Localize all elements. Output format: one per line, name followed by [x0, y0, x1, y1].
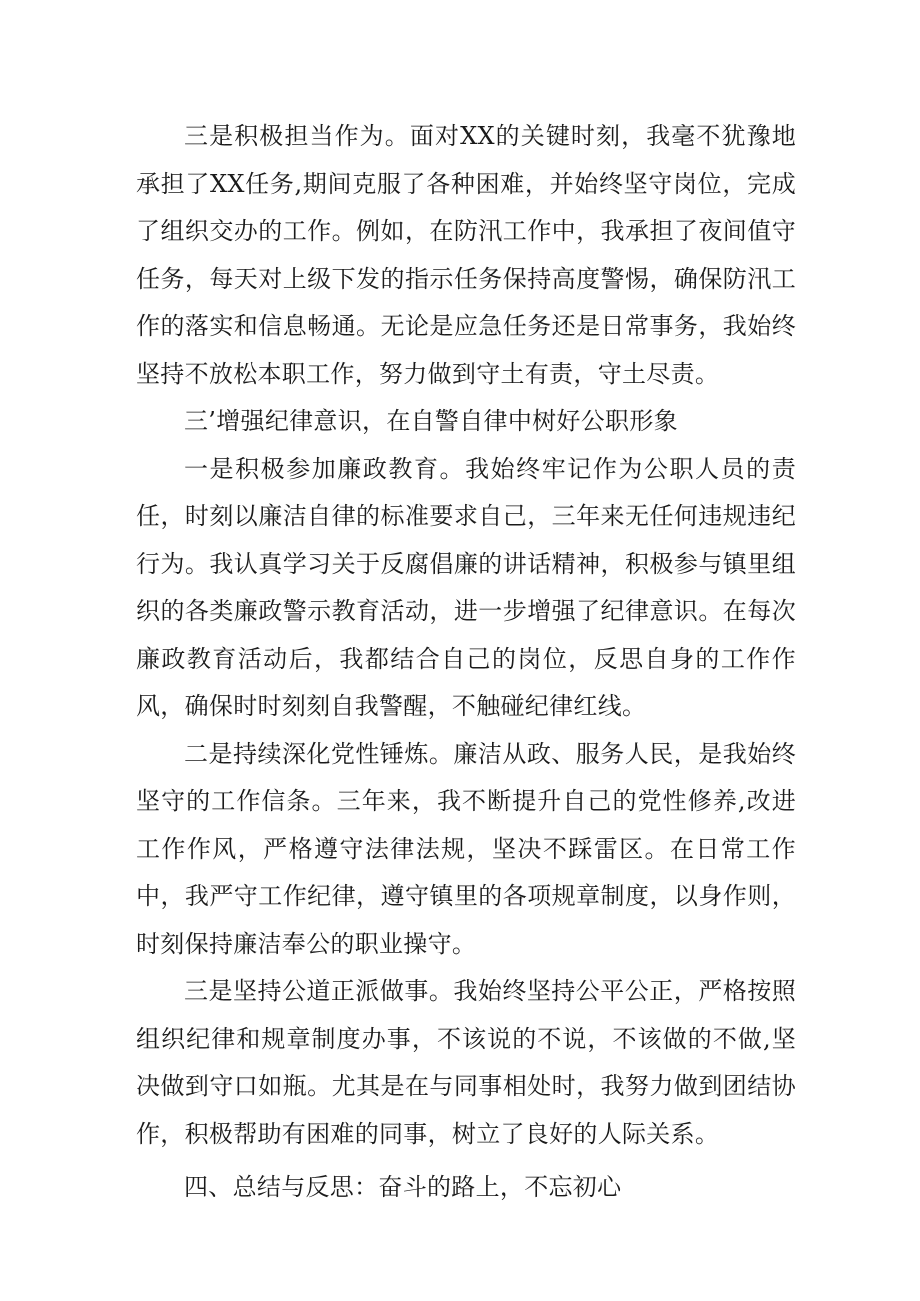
- document-body: [136, 113, 796, 1212]
- section-heading-summary: 四、总结与反思：奋斗的路上，不忘初心: [184, 1173, 622, 1201]
- paragraph-integrity-education: 一是积极参加廉政教育。我始终牢记作为公职人员的责任，时刻以廉洁自律的标准要求自己，三年来无任何违规违纪行为。我认真学习关于反腐倡廉的讲话精神，积极参与镇里组织的各类廉政警示教育活动，进一步增强了纪律意识。在每次廉政教育活动后，我都结合自己的岗位，反思自身的工作作风，确保时时刻刻自我警醒，不触碰纪律红线。: [136, 454, 796, 720]
- paragraph-active-responsibility: 三是积极担当作为。面对XX的关键时刻，我毫不犹豫地承担了XX任务,期间克服了各种困难，并始终坚守岗位，完成了组织交办的工作。例如，在防汛工作中，我承担了夜间值守任务，每天对上级下发的指示任务保持高度警惕，确保防汛工作的落实和信息畅通。无论是应急任务还是日常事务，我始终坚持不放松本职工作，努力做到守土有责，守土尽责。: [136, 122, 796, 388]
- paragraph-party-spirit: 二是持续深化党性锤炼。廉洁从政、服务人民，是我始终坚守的工作信条。三年来，我不断提升自己的党性修养,改进工作作风，严格遵守法律法规，坚决不踩雷区。在日常工作中，我严守工作纪律，遵守镇里的各项规章制度，以身作则，时刻保持廉洁奉公的职业操守。: [136, 739, 796, 958]
- paragraph-fairness: 三是坚持公道正派做事。我始终坚持公平公正，严格按照组织纪律和规章制度办事，不该说的不说，不该做的不做,坚决做到守口如瓶。尤其是在与同事相处时，我努力做到团结协作，积极帮助有困难的同事，树立了良好的人际关系。: [136, 977, 796, 1148]
- section-heading-discipline: 三’增强纪律意识，在自警自律中树好公职形象: [184, 407, 678, 435]
